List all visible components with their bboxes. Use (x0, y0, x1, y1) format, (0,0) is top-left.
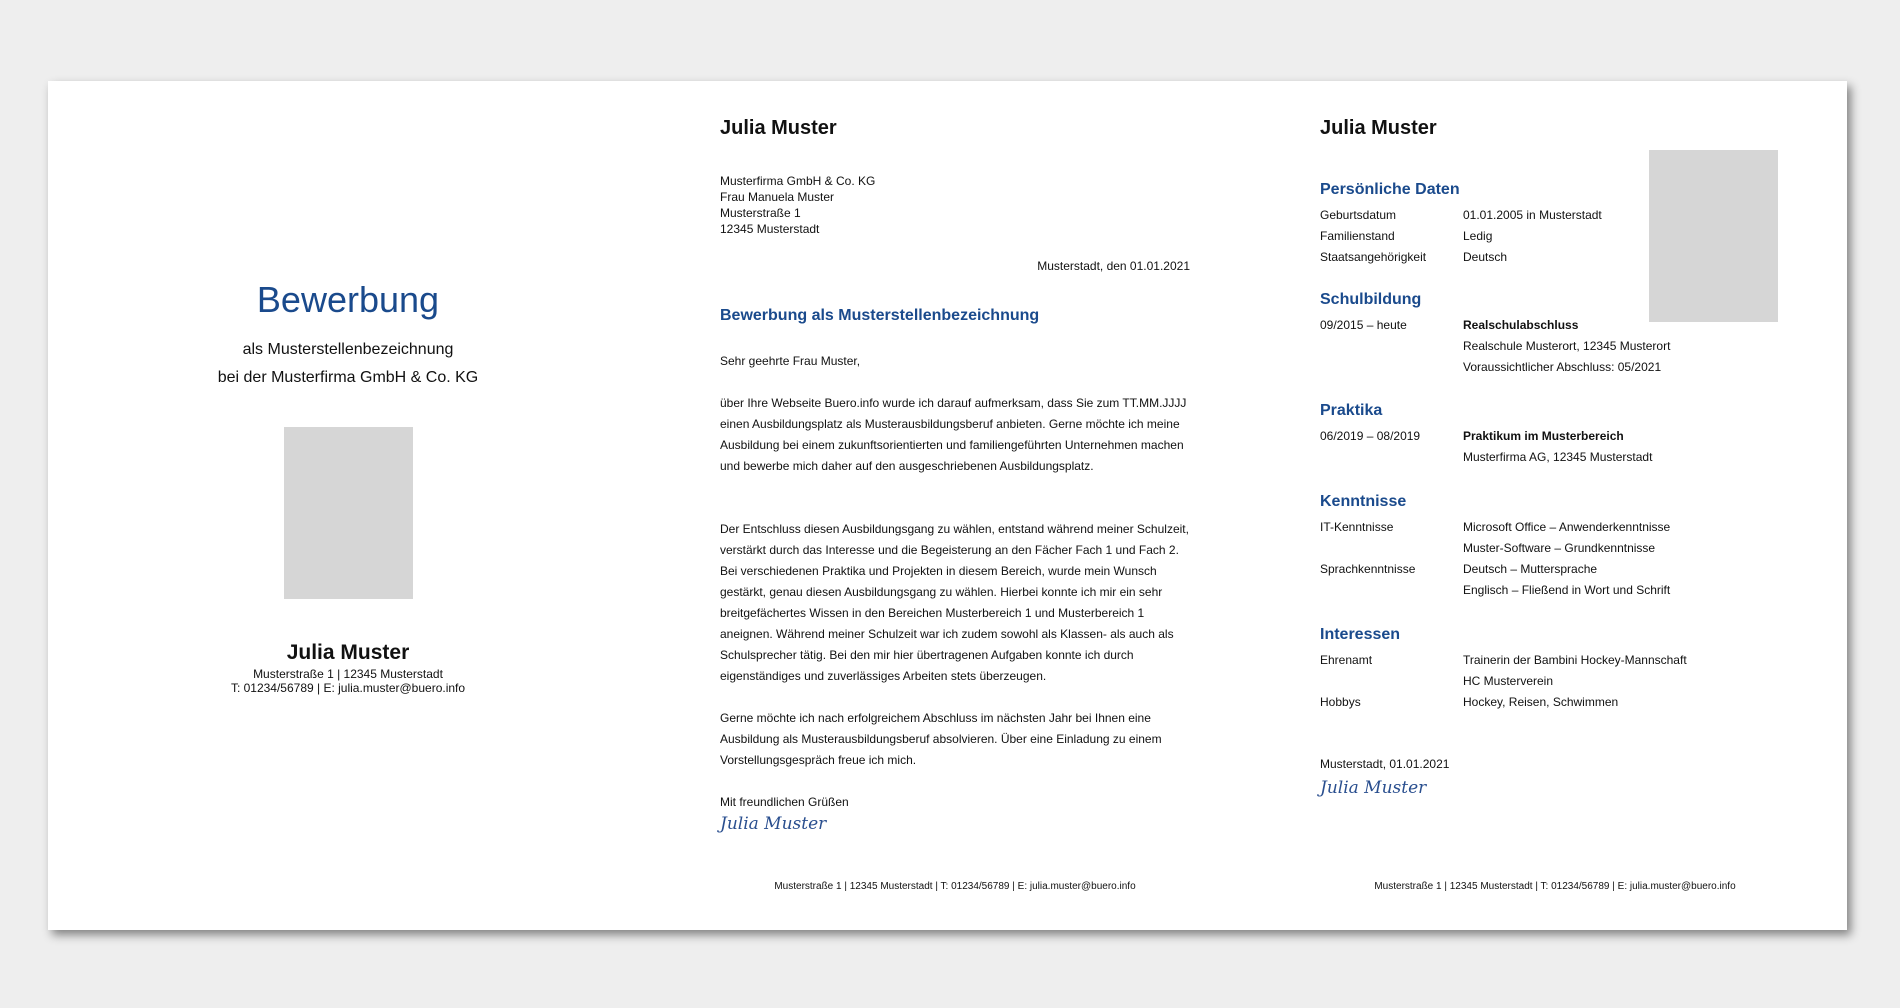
cover-address: Musterstraße 1 | 12345 Musterstadt (253, 667, 443, 681)
cv-value: Muster-Software – Grundkenntnisse (1463, 541, 1656, 555)
recipient-line: Musterstraße 1 (720, 206, 801, 220)
cv-section-interests: Interessen (1320, 626, 1401, 643)
recipient-line: 12345 Musterstadt (720, 222, 820, 236)
cv-value: Realschule Musterort, 12345 Musterort (1463, 339, 1671, 353)
cv-label: Hobbys (1320, 695, 1361, 709)
cover-company-line: bei der Musterfirma GmbH & Co. KG (217, 369, 479, 386)
cv-value: Voraussichtlicher Abschluss: 05/2021 (1463, 360, 1662, 374)
letter-paragraph: über Ihre Webseite Buero.info wurde ich darauf aufmerksam, dass Sie zum TT.MM.JJJJ einen Ausbildungsplatz als Musterausbildungsberuf anbieten. Gerne möchte ich meine Ausbildung bei einem zukunftsorientierten und familiengeführten Unternehmen machen und bewerbe mich daher auf den ausgeschriebenen Ausbildungsplatz. (720, 396, 1187, 473)
cv-section-personal: Persönliche Daten (1320, 181, 1460, 198)
cv-label: Staatsangehörigkeit (1320, 250, 1427, 264)
cv-name: Julia Muster (1320, 117, 1437, 139)
cv-value: Microsoft Office – Anwenderkenntnisse (1463, 520, 1671, 534)
cv-value: Ledig (1463, 229, 1493, 243)
cover-position-line: als Musterstellenbezeichnung (242, 341, 454, 358)
letter-salutation: Sehr geehrte Frau Muster, (720, 354, 861, 368)
cv-value: Englisch – Fließend in Wort und Schrift (1463, 583, 1671, 597)
letter-closing: Mit freundlichen Grüßen (720, 795, 849, 809)
cv-value: Deutsch (1463, 250, 1508, 264)
document-sheet (48, 81, 1847, 930)
cv-label: Familienstand (1320, 229, 1395, 243)
cv-place-date: Musterstadt, 01.01.2021 (1320, 757, 1450, 771)
cover-photo-placeholder (284, 427, 413, 599)
cv-value: Musterfirma AG, 12345 Musterstadt (1463, 450, 1653, 464)
letter-date: Musterstadt, den 01.01.2021 (1037, 259, 1190, 273)
cv-section-school: Schulbildung (1320, 291, 1422, 308)
cv-footer: Musterstraße 1 | 12345 Musterstadt | T: 01234/56789 | E: julia.muster@buero.info (1374, 881, 1736, 892)
cv-signature: Julia Muster (1320, 778, 1427, 798)
letter-paragraph: Der Entschluss diesen Ausbildungsgang zu wählen, entstand während meiner Schulzeit, verstärkt durch das Interesse und die Begeisterung an den Fächer Fach 1 und Fach 2. Bei verschiedenen Praktika und Projekten in diesem Bereich, wurde mein Wunsch gestärkt, genau diesen Ausbildungsgang zu wählen. Hierbei konnte ich mir ein sehr breitgefächertes Wissen in den Bereichen Musterbereich 1 und Musterbereich 1 aneignen. Während meiner Schulzeit war ich zudem sowohl als Klassen- als auch als Schulsprecher tätig. Bei den mir hier übertragenen Aufgaben konnte ich durch eigenständiges und zuverlässiges Arbeiten stets überzeugen. (720, 522, 1189, 683)
letter-subject: Bewerbung als Musterstellenbezeichnung (720, 307, 1040, 324)
letter-sender-name: Julia Muster (720, 117, 837, 139)
cover-title: Bewerbung (256, 279, 440, 320)
cv-value: Hockey, Reisen, Schwimmen (1463, 695, 1619, 709)
recipient-line: Frau Manuela Muster (720, 190, 835, 204)
cover-name: Julia Muster (286, 641, 410, 664)
cv-photo-placeholder (1649, 150, 1778, 322)
cv-period: 06/2019 – 08/2019 (1320, 429, 1421, 443)
cv-value: Trainerin der Bambini Hockey-Mannschaft (1463, 653, 1687, 667)
letter-paragraph: Gerne möchte ich nach erfolgreichem Abschluss im nächsten Jahr bei Ihnen eine Ausbildung als Musterausbildungsberuf absolvieren. Über eine Einladung zu einem Vorstellungsgespräch freue ich mich. (720, 711, 1162, 767)
cv-label: Geburtsdatum (1320, 208, 1397, 222)
letter-recipient-block (720, 173, 875, 237)
cv-period: 09/2015 – heute (1320, 318, 1407, 332)
cv-entry-title: Praktikum im Musterbereich (1463, 429, 1624, 443)
cv-value: Deutsch – Muttersprache (1463, 562, 1598, 576)
cv-value: 01.01.2005 in Musterstadt (1463, 208, 1602, 222)
cv-section-skills: Kenntnisse (1320, 493, 1407, 510)
recipient-line: Musterfirma GmbH & Co. KG (720, 174, 876, 188)
cv-label: Ehrenamt (1320, 653, 1373, 667)
cover-contact: T: 01234/56789 | E: julia.muster@buero.info (230, 681, 466, 695)
cv-section-internships: Praktika (1320, 402, 1383, 419)
letter-footer: Musterstraße 1 | 12345 Musterstadt | T: 01234/56789 | E: julia.muster@buero.info (774, 881, 1136, 892)
cv-label: Sprachkenntnisse (1320, 562, 1416, 576)
cv-value: HC Musterverein (1463, 674, 1554, 688)
cv-label: IT-Kenntnisse (1320, 520, 1394, 534)
letter-signature: Julia Muster (720, 814, 827, 834)
cv-entry-title: Realschulabschluss (1463, 318, 1579, 332)
